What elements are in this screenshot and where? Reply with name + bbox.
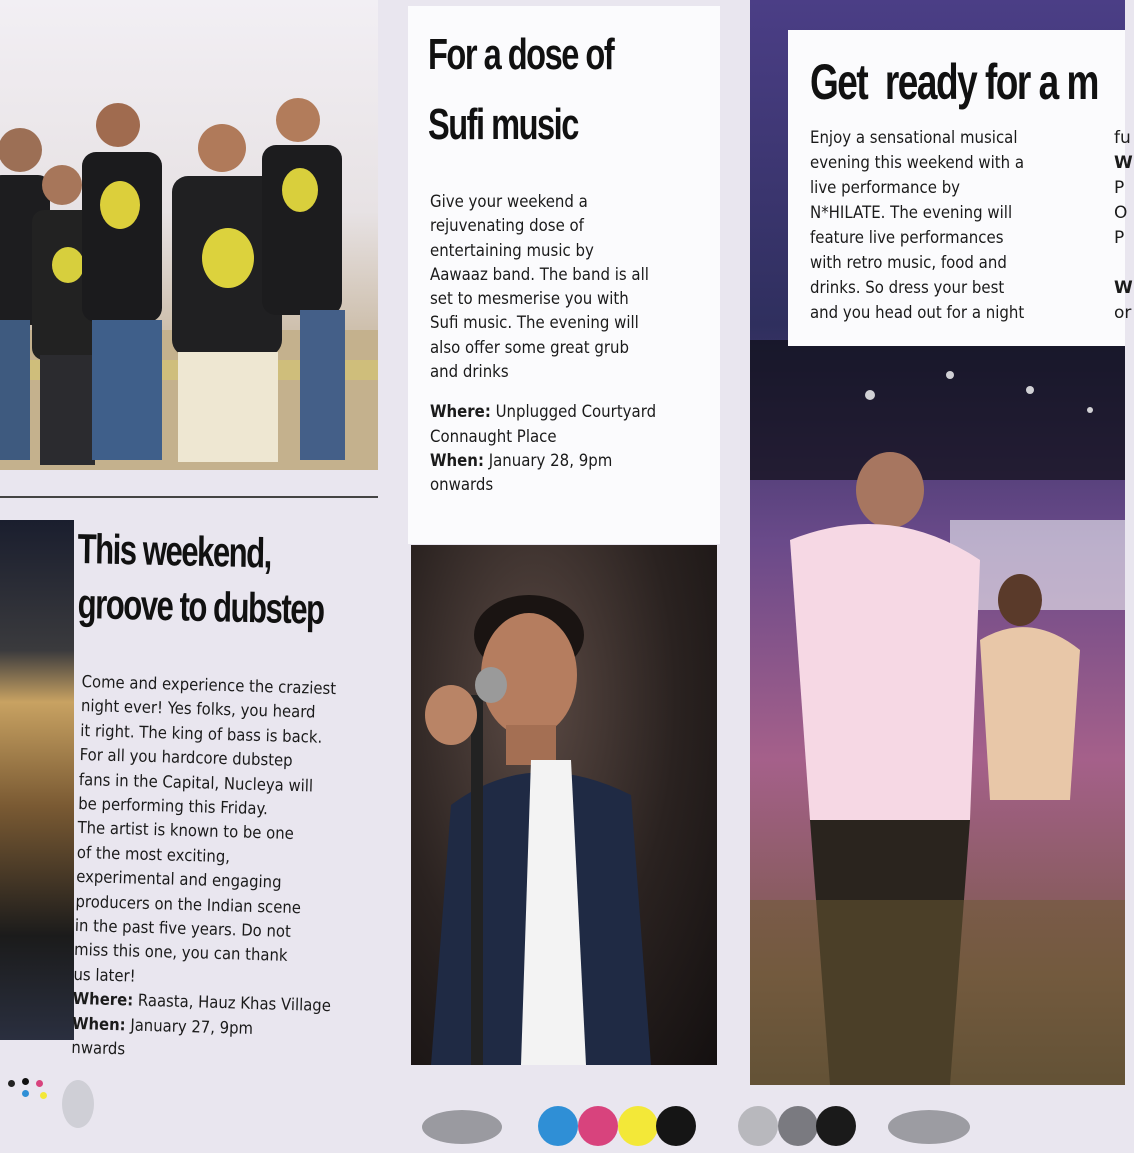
- singer-photo: [411, 545, 717, 1065]
- body-line: Give your weekend a: [430, 192, 588, 212]
- band-photo: [0, 0, 378, 470]
- print-registration-marks: [0, 1070, 1125, 1153]
- body-line: rejuvenating dose of: [430, 216, 584, 237]
- body-line: us later!: [73, 964, 136, 986]
- when-value: January 28, 9pm: [483, 450, 613, 471]
- when-value: January 27, 9pm: [125, 1015, 254, 1038]
- column-divider-line: [0, 496, 378, 498]
- when-label: When:: [430, 450, 484, 471]
- where-value: Raasta, Hauz Khas Village: [132, 990, 332, 1016]
- body-line: Enjoy a sensational musical: [810, 128, 1018, 148]
- black-dot-mark: [656, 1106, 696, 1146]
- dubstep-body: [71, 670, 352, 1068]
- grey-oval-mark: [62, 1080, 94, 1128]
- body-line: live performance by: [810, 178, 961, 198]
- body-line: Come and experience the craziest: [81, 671, 337, 699]
- where-line: [430, 400, 685, 424]
- body-line: evening this weekend with a: [810, 153, 1025, 173]
- body-line: For all you hardcore dubstep: [79, 745, 293, 771]
- body-line: and drinks: [430, 362, 509, 383]
- dubstep-headline-line2: groove to dubstep: [77, 580, 324, 633]
- body-line: also offer some great grub: [430, 337, 630, 358]
- sufi-article: [408, 6, 720, 544]
- body-line: with retro music, food and: [810, 253, 1007, 273]
- grey-dot-mark: [738, 1106, 778, 1146]
- body-line: N*HILATE. The evening will: [810, 203, 1013, 223]
- body-line: experimental and engaging: [75, 867, 282, 892]
- small-dot-mark: [8, 1080, 15, 1087]
- when-label: When:: [71, 1013, 126, 1035]
- where-line-2: Connaught Place: [430, 426, 557, 447]
- small-dot-mark: [36, 1080, 43, 1087]
- party-headline: Get ready for a m: [810, 54, 1098, 110]
- cyan-dot-mark: [538, 1106, 578, 1146]
- concert-crowd-photo: [0, 520, 74, 1040]
- body-line: Sufi music. The evening will: [430, 313, 639, 334]
- body-line: drinks. So dress your best: [810, 278, 1005, 298]
- body-line: The artist is known to be one: [77, 818, 295, 844]
- where-value: Unplugged Courtyard: [490, 402, 657, 423]
- grey-oval-mark: [422, 1110, 502, 1144]
- body-line: feature live performances: [810, 228, 1004, 248]
- body-line: entertaining music by: [430, 240, 594, 261]
- body-line: night ever! Yes folks, you heard: [80, 696, 316, 722]
- sufi-headline-line2: Sufi music: [428, 100, 578, 149]
- party-article: [788, 30, 1133, 346]
- body-line: set to mesmerise you with: [430, 289, 629, 310]
- when-line-2: nwards: [71, 1037, 126, 1059]
- magenta-dot-mark: [578, 1106, 618, 1146]
- body-line: be performing this Friday.: [78, 793, 269, 819]
- dubstep-article: [71, 525, 386, 1065]
- sufi-body: [430, 190, 685, 498]
- where-label: Where:: [430, 402, 491, 423]
- small-dot-mark: [40, 1092, 47, 1099]
- sufi-headline-line1: For a dose of: [428, 30, 614, 79]
- when-line: [430, 449, 685, 473]
- body-line: miss this one, you can thank: [73, 940, 288, 966]
- body-line: it right. The king of bass is back.: [80, 720, 323, 747]
- body-line: and you head out for a night: [810, 303, 1025, 323]
- body-line: of the most exciting,: [76, 842, 231, 867]
- body-line: fans in the Capital, Nucleya will: [78, 769, 314, 796]
- body-line: in the past five years. Do not: [74, 915, 292, 941]
- grey-dot-mark: [778, 1106, 818, 1146]
- party-body: [810, 126, 1056, 326]
- yellow-dot-mark: [618, 1106, 658, 1146]
- body-line: producers on the Indian scene: [75, 891, 302, 917]
- dubstep-headline-line1: This weekend,: [77, 525, 272, 577]
- party-cut-column: fu W P O P W or: [1114, 128, 1133, 323]
- grey-oval-mark: [888, 1110, 970, 1144]
- small-dot-mark: [22, 1078, 29, 1085]
- black-dot-mark: [816, 1106, 856, 1146]
- where-label: Where:: [72, 989, 134, 1010]
- when-line-2: onwards: [430, 475, 494, 496]
- small-dot-mark: [22, 1090, 29, 1097]
- body-line: Aawaaz band. The band is all: [430, 264, 649, 285]
